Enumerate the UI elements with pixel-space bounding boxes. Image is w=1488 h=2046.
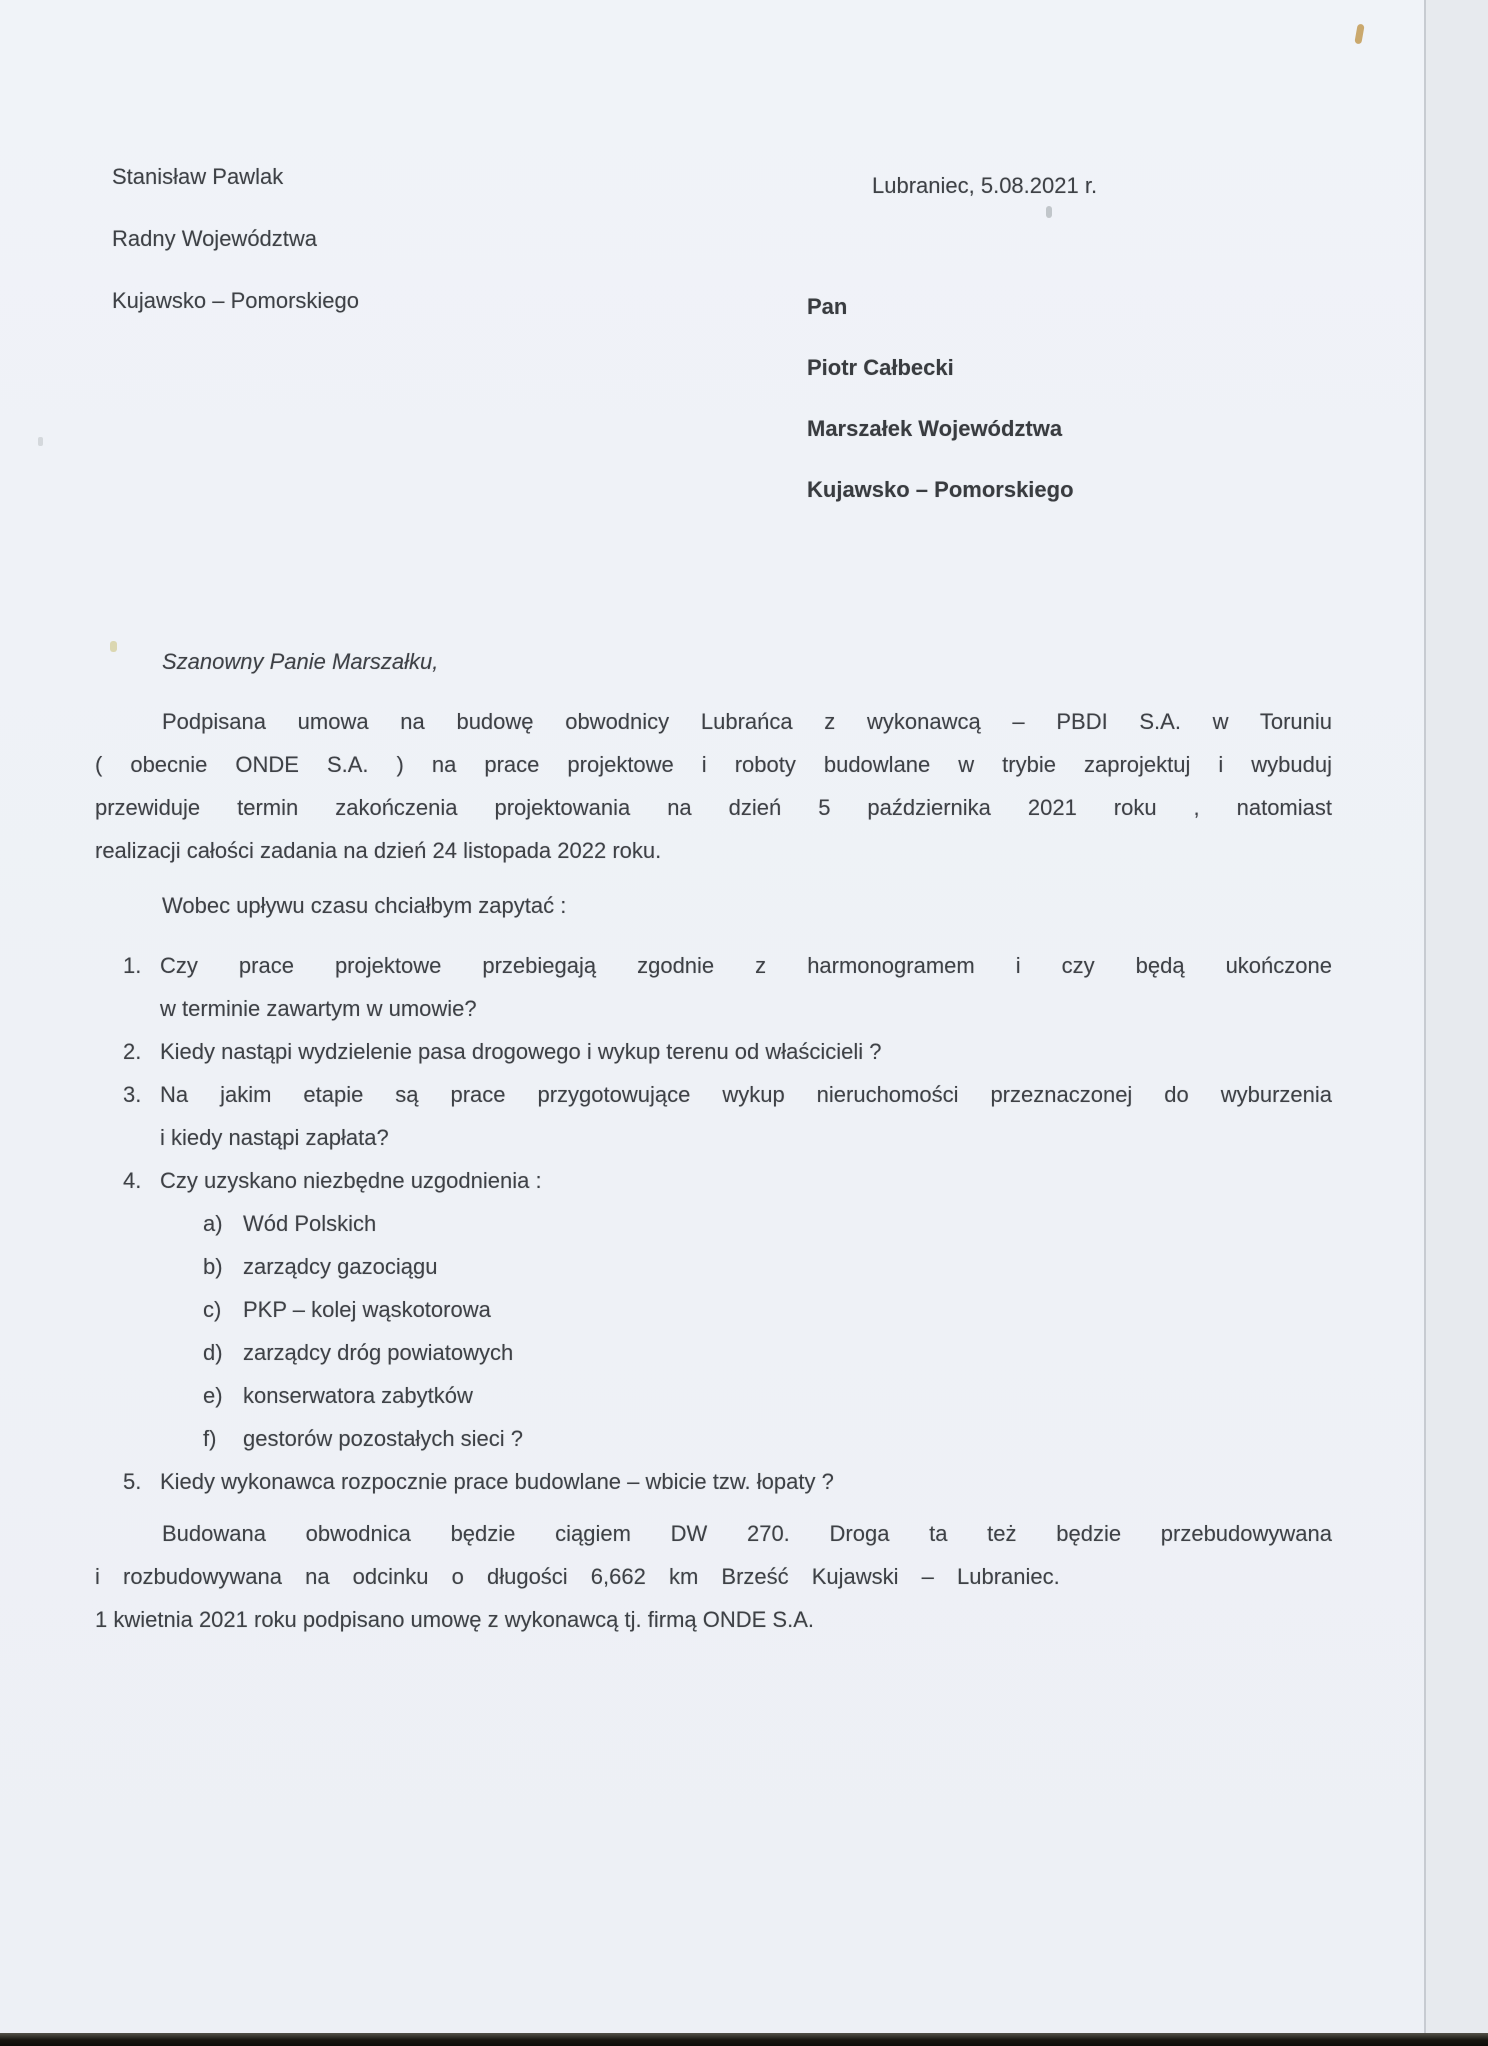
recipient-region: Kujawsko – Pomorskiego — [807, 477, 1074, 502]
paragraph-bypass — [95, 1512, 1332, 1641]
body-line: przewiduje termin zakończenia projektowania na dzień 5 października 2021 roku , natomiast — [95, 795, 1332, 820]
question-line: i kiedy nastąpi zapłata? — [160, 1125, 389, 1150]
question-text — [160, 1073, 1332, 1159]
question-text — [160, 1159, 1332, 1202]
agreements-sublist — [95, 1202, 1332, 1460]
scan-speck — [1046, 206, 1052, 218]
body-line: 1 kwietnia 2021 roku podpisano umowę z wykonawcą tj. firmą ONDE S.A. — [95, 1607, 814, 1632]
body-line: Budowana obwodnica będzie ciągiem DW 270. Droga ta też będzie przebudowywana — [162, 1521, 1332, 1546]
agreement-item-b — [203, 1245, 1332, 1288]
recipient-title: Marszałek Województwa — [807, 416, 1063, 441]
question-line: Czy uzyskano niezbędne uzgodnienia : — [160, 1168, 542, 1193]
question-number: 4. — [123, 1168, 142, 1193]
body-line: i rozbudowywana na odcinku o długości 6,662 km Brześć Kujawski – Lubraniec. — [95, 1564, 1060, 1589]
agreement-letter: d) — [203, 1340, 223, 1365]
question-number: 2. — [123, 1039, 142, 1064]
body-line: ( obecnie ONDE S.A. ) na prace projektowe i roboty budowlane w trybie zaprojektuj i wybuduj — [95, 752, 1332, 777]
agreement-letter: c) — [203, 1297, 222, 1322]
paragraph-contract — [95, 700, 1332, 872]
question-item-4 — [123, 1159, 1332, 1202]
recipient-name: Piotr Całbecki — [807, 355, 954, 380]
agreement-item-c — [203, 1288, 1332, 1331]
scan-background-strip — [1426, 0, 1488, 2046]
agreement-item-e — [203, 1374, 1332, 1417]
question-item-1 — [123, 944, 1332, 1030]
question-item-2 — [123, 1030, 1332, 1073]
question-line: Kiedy wykonawca rozpocznie prace budowlane – wbicie tzw. łopaty ? — [160, 1469, 834, 1494]
dateline: Lubraniec, 5.08.2021 r. — [872, 173, 1098, 198]
sender-region: Kujawsko – Pomorskiego — [112, 288, 360, 313]
question-item-3 — [123, 1073, 1332, 1159]
question-line: w terminie zawartym w umowie? — [160, 996, 477, 1021]
recipient-salutation-word: Pan — [807, 294, 848, 319]
scan-speck — [110, 641, 117, 652]
question-text — [160, 944, 1332, 1030]
questions-intro: Wobec upływu czasu chciałbym zapytać : — [162, 893, 567, 918]
question-number: 5. — [123, 1469, 142, 1494]
questions-list — [95, 944, 1332, 1503]
question-line: Kiedy nastąpi wydzielenie pasa drogowego i wykup terenu od właścicieli ? — [160, 1039, 882, 1064]
agreement-item-d — [203, 1331, 1332, 1374]
agreement-letter: e) — [203, 1383, 223, 1408]
agreement-text: zarządcy dróg powiatowych — [243, 1340, 514, 1365]
agreement-letter: b) — [203, 1254, 223, 1279]
question-number: 3. — [123, 1082, 142, 1107]
agreement-text: gestorów pozostałych sieci ? — [243, 1426, 524, 1451]
question-text — [160, 1460, 1332, 1503]
scan-bottom-bar — [0, 2033, 1488, 2046]
agreement-text: zarządcy gazociągu — [243, 1254, 438, 1279]
agreement-item-f — [203, 1417, 1332, 1460]
body-line: Podpisana umowa na budowę obwodnicy Lubrańca z wykonawcą – PBDI S.A. w Toruniu — [162, 709, 1332, 734]
question-text — [160, 1030, 1332, 1073]
salutation: Szanowny Panie Marszałku, — [162, 649, 439, 674]
sender-block — [112, 163, 359, 349]
question-item-5 — [123, 1460, 1332, 1503]
recipient-block — [807, 293, 1074, 537]
agreement-letter: a) — [203, 1211, 223, 1236]
question-number: 1. — [123, 953, 142, 978]
question-line: Na jakim etapie są prace przygotowujące wykup nieruchomości przeznaczonej do wyburzenia — [160, 1082, 1332, 1107]
letter-body — [95, 640, 1332, 1641]
sender-role: Radny Województwa — [112, 226, 318, 251]
question-line: Czy prace projektowe przebiegają zgodnie z harmonogramem i czy będą ukończone — [160, 953, 1332, 978]
body-line: realizacji całości zadania na dzień 24 listopada 2022 roku. — [95, 838, 662, 863]
agreement-text: Wód Polskich — [243, 1211, 377, 1236]
scan-speck — [38, 437, 43, 446]
agreement-letter: f) — [203, 1426, 217, 1451]
agreement-text: konserwatora zabytków — [243, 1383, 473, 1408]
agreement-item-a — [203, 1202, 1332, 1245]
agreement-text: PKP – kolej wąskotorowa — [243, 1297, 491, 1322]
sender-name: Stanisław Pawlak — [112, 164, 284, 189]
